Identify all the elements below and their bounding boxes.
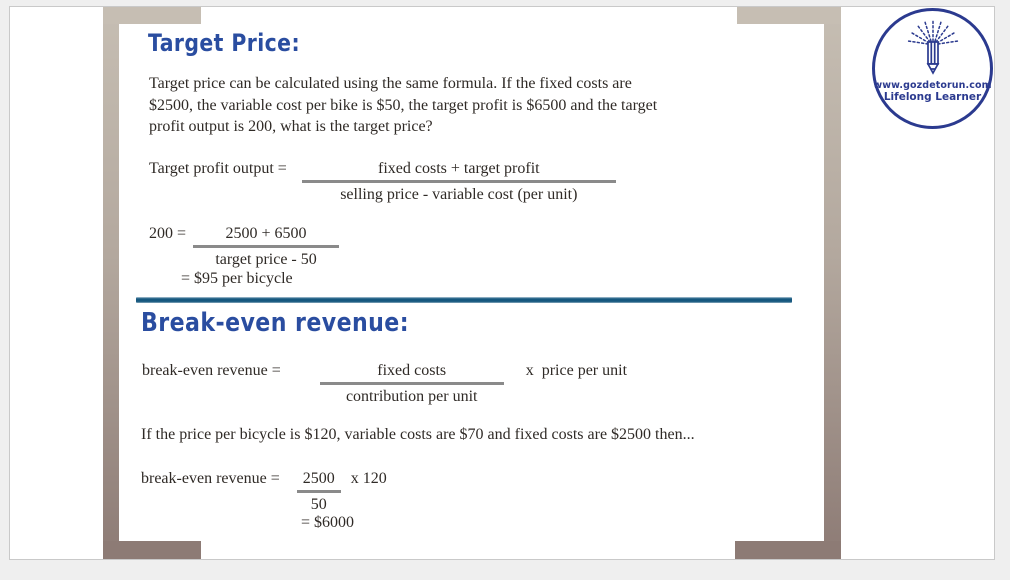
break-even-result: = $6000 (301, 514, 355, 531)
pencil-tree-icon (902, 17, 964, 79)
fraction-numerator: fixed costs + target profit (378, 160, 540, 177)
fraction (320, 361, 504, 407)
fraction-numerator: fixed costs (377, 362, 447, 379)
calculation-multiplier: x 120 (350, 470, 387, 487)
target-price-title: Target Price: (148, 29, 301, 57)
frame-corner-bottom-right (735, 541, 841, 559)
fraction-bar (302, 180, 616, 183)
fraction-bar (297, 490, 341, 493)
section-divider (136, 297, 792, 303)
paragraph-line-1: Target price can be calculated using the same formula. If the fixed costs are (149, 75, 632, 92)
fraction-numerator: 2500 + 6500 (225, 225, 307, 242)
fraction-numerator: 2500 (302, 470, 335, 487)
site-logo (872, 8, 993, 129)
target-price-result: = $95 per bicycle (181, 270, 293, 287)
fraction-denominator: contribution per unit (345, 388, 478, 405)
fraction-bar (320, 382, 504, 385)
frame-band-left (103, 7, 119, 559)
fraction (302, 159, 616, 205)
paragraph-line-2: $2500, the variable cost per bike is $50, the target profit is $6500 and the target (149, 96, 658, 114)
calculation-lhs: break-even revenue = (141, 470, 280, 487)
fraction (193, 224, 339, 270)
formula-suffix: x price per unit (525, 362, 628, 379)
calculation-lhs: 200 = (149, 225, 187, 242)
frame-band-right (824, 7, 841, 559)
fraction-denominator: target price - 50 (215, 251, 317, 268)
target-profit-formula (149, 159, 616, 205)
break-even-formula (142, 361, 627, 407)
paragraph-line-3: profit output is 200, what is the target price? (149, 118, 433, 135)
fraction-denominator: selling price - variable cost (per unit) (340, 186, 578, 203)
target-price-calculation (149, 224, 339, 270)
frame-corner-bottom-left (103, 541, 201, 559)
frame-corner-top-right (737, 7, 841, 24)
break-even-scenario: If the price per bicycle is $120, variable costs are $70 and fixed costs are $2500 then... (141, 426, 695, 443)
break-even-calculation (141, 469, 387, 515)
fraction-denominator: 50 (310, 496, 327, 513)
break-even-title: Break-even revenue: (141, 308, 409, 338)
slide-page (9, 6, 995, 560)
logo-tagline: Lifelong Learner (883, 91, 982, 103)
fraction-bar (193, 245, 339, 248)
target-price-paragraph (149, 73, 657, 138)
frame-corner-top-left (103, 7, 201, 24)
formula-lhs: break-even revenue = (142, 362, 281, 379)
formula-lhs: Target profit output = (149, 160, 287, 177)
fraction (297, 469, 341, 515)
logo-url-text: www.gozdetorun.com (873, 80, 992, 91)
